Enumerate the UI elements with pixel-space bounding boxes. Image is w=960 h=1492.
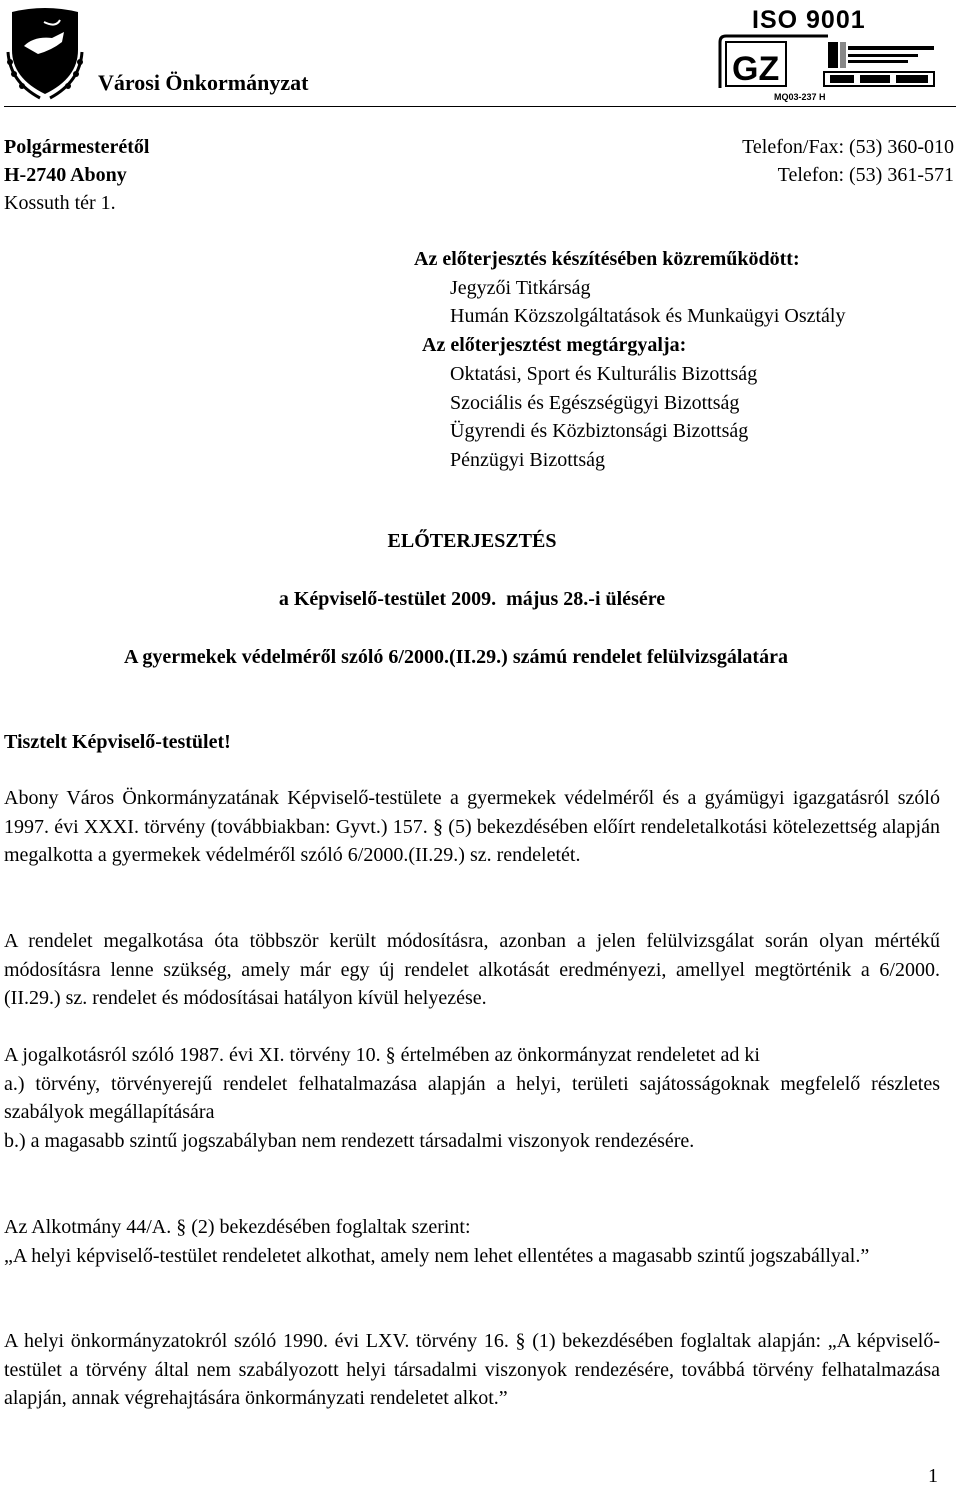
list-item-b: b.) a magasabb szintű jogszabályban nem rendezett társadalmi viszonyok rendezésére. (4, 1129, 695, 1152)
greeting: Tisztelt Képviselő-testület! (4, 731, 231, 753)
phone-fax: Telefon/Fax: (53) 360-010 (742, 136, 954, 158)
quote-text: „A helyi képviselő-testület rendeletet alkothat, amely nem lehet ellentétes a magasabb szintű jogszabállyal.” (4, 1244, 870, 1267)
iso-cert-code: MQ03-237 H (774, 92, 826, 102)
paragraph-text: A rendelet megalkotása óta többször került módosításra, azonban a jelen felülvizsgálat során olyan mértékű módosításra lenne szükség, amely már egy új rendelet alkotását eredményezi, amellyel megtörténik a 6/2000. (II.29.) sz. rendelet és módosításai hatályon kívül helyezése. (4, 930, 940, 1009)
document-title: ELŐTERJESZTÉS (387, 530, 557, 552)
paragraph-4 (4, 1213, 940, 1270)
paragraph-5 (4, 1327, 940, 1413)
discussed-by-heading: Az előterjesztést megtárgyalja: (422, 334, 687, 357)
sender-office: Polgármesterétől (4, 136, 150, 158)
paragraph-2 (4, 927, 940, 1013)
committee-item: Oktatási, Sport és Kulturális Bizottság (450, 362, 758, 385)
committee-item: Szociális és Egészségügyi Bizottság (450, 391, 740, 414)
paragraph-1 (4, 784, 940, 870)
page-number: 1 (928, 1465, 938, 1487)
subject-line: A gyermekek védelméről szóló 6/2000.(II.29.) számú rendelet felülvizsgálatára (124, 646, 788, 668)
iso-title: ISO 9001 (752, 6, 866, 34)
iso-certification-logo (716, 32, 940, 92)
contact-phones (742, 133, 954, 189)
meeting-line: a Képviselő-testület 2009. május 28.-i ülésére (278, 588, 666, 610)
committee-item: Pénzügyi Bizottság (450, 448, 605, 471)
sender-address (4, 133, 149, 217)
paragraph-text: A jogalkotásról szóló 1987. évi XI. törvény 10. § értelmében az önkormányzat rendeletet ad ki (4, 1044, 760, 1066)
paragraph-text: A helyi önkormányzatokról szóló 1990. évi LXV. törvény 16. § (1) bekezdésében foglaltak alapján: „A képviselő-testület a törvény által nem szabályozott helyi társadalmi viszonyok rendezésére, továbbá törvény felhatalmazása alapján, annak végrehajtására önkormányzati rendeletet alkot.” (4, 1330, 940, 1409)
svg-text:GZ: GZ (732, 50, 780, 88)
prepared-by-heading: Az előterjesztés készítésében közreműködött: (414, 248, 800, 270)
prepared-by-item: Jegyzői Titkárság (450, 276, 591, 299)
sender-street: Kossuth tér 1. (4, 192, 116, 214)
header-divider (4, 106, 956, 107)
sender-postal: H-2740 Abony (4, 164, 127, 186)
paragraph-text: Abony Város Önkormányzatának Képviselő-testülete a gyermekek védelméről és a gyámügyi igazgatásról szóló 1997. évi XXXI. törvény (továbbiakban: Gyvt.) 157. § (5) bekezdésében előírt rendeletalkotási kötelezettség alapján megalkotta a gyermekek védelméről szóló 6/2000.(II.29.) sz. rendeletét. (4, 787, 940, 866)
org-name: Városi Önkormányzat (98, 70, 309, 95)
paragraph-text: Az Alkotmány 44/A. § (2) bekezdésében foglaltak szerint: (4, 1216, 471, 1238)
contributors-block (414, 245, 845, 475)
committee-item: Ügyrendi és Közbiztonsági Bizottság (450, 420, 749, 443)
coat-of-arms-logo (4, 2, 86, 100)
phone: Telefon: (53) 361-571 (777, 164, 954, 186)
paragraph-3 (4, 1041, 940, 1155)
list-item-a: a.) törvény, törvényerejű rendelet felhatalmazása alapján a helyi, területi sajátosságoknak megfelelő részletes szabályok megállapítására (4, 1072, 940, 1123)
prepared-by-item: Humán Közszolgáltatások és Munkaügyi Osztály (450, 305, 846, 328)
